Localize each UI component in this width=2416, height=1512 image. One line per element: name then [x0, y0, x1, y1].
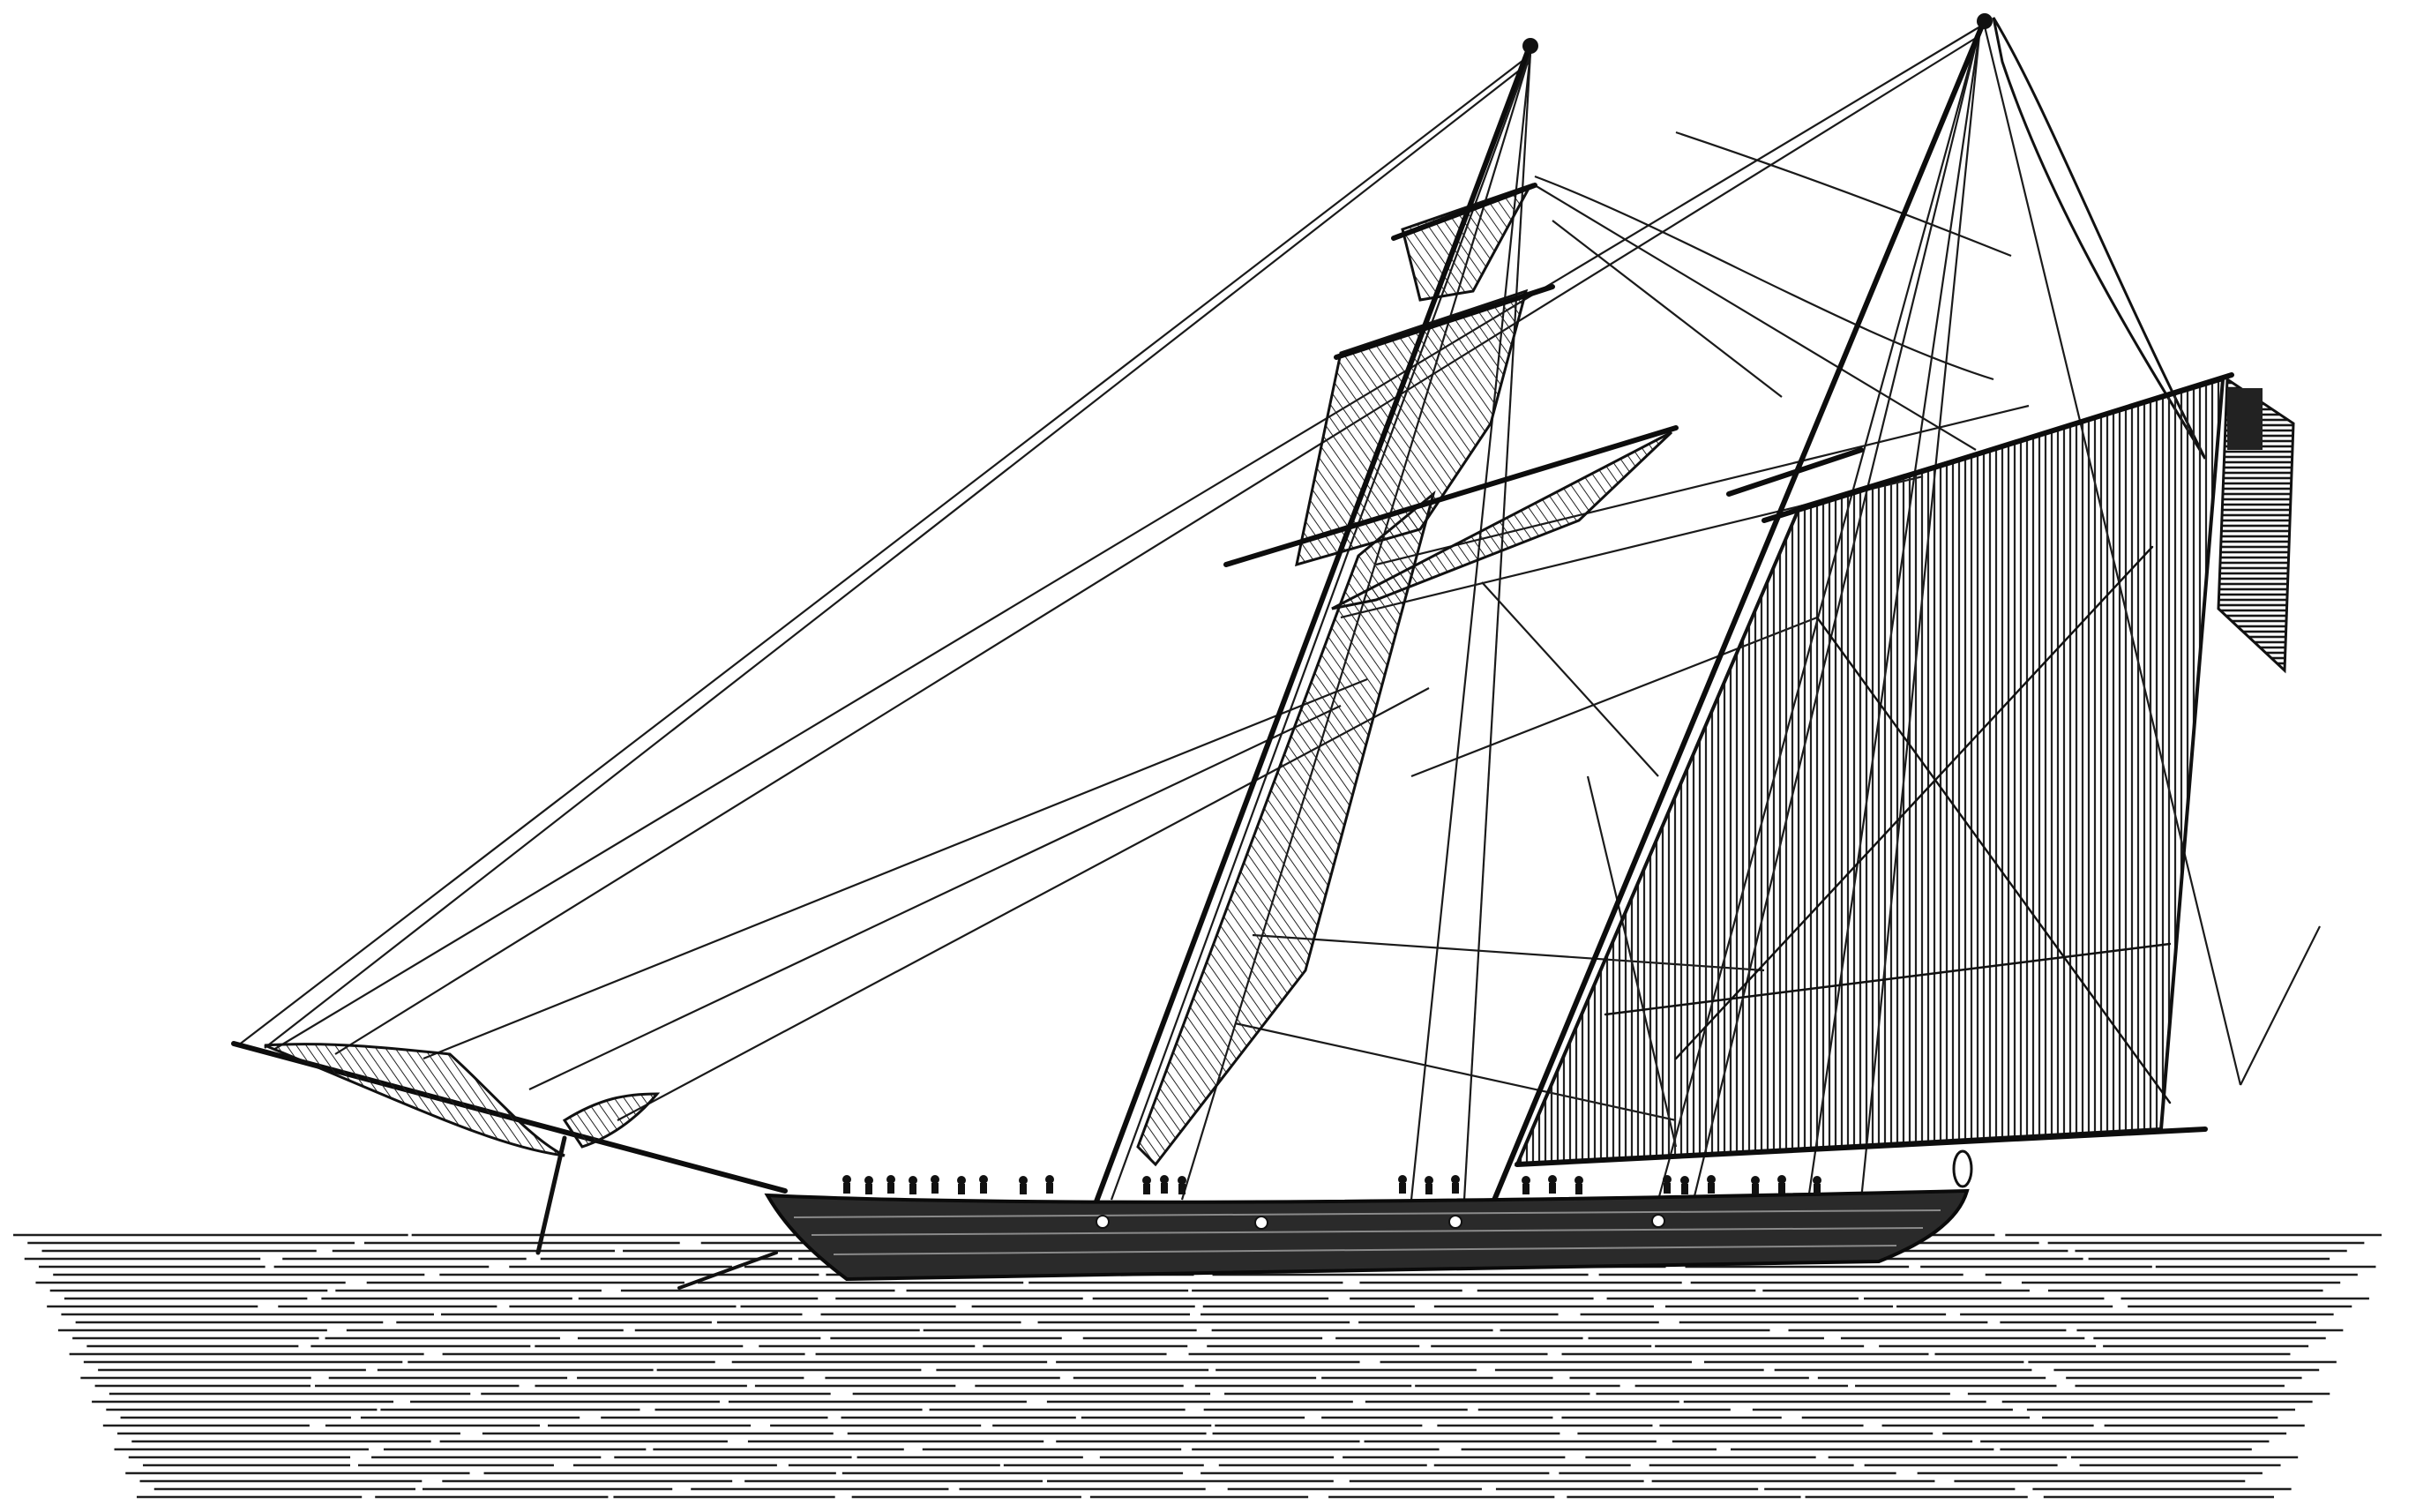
crew-figure: [1751, 1176, 1760, 1185]
jib: [565, 1094, 657, 1147]
crew-figure: [1522, 1184, 1530, 1194]
crew-figure: [1143, 1184, 1150, 1194]
crew-figure: [1708, 1183, 1715, 1194]
crew-figure: [1522, 1176, 1530, 1185]
crew-figure: [1142, 1176, 1151, 1185]
crew-figure: [1707, 1175, 1716, 1184]
crew-figure: [1549, 1183, 1556, 1194]
crew-figure: [887, 1183, 894, 1194]
crew-figure: [1680, 1176, 1689, 1185]
crew-figure: [1045, 1175, 1054, 1184]
crew-figure: [1778, 1183, 1785, 1194]
crew-figure: [958, 1184, 965, 1194]
crew-figure: [1161, 1183, 1168, 1194]
crew-figure: [842, 1175, 851, 1184]
crew-figure: [1398, 1175, 1407, 1184]
crew-figure: [1020, 1184, 1027, 1194]
crew-figure: [1178, 1176, 1186, 1185]
crew-figure: [1752, 1184, 1759, 1194]
crew-figure: [865, 1184, 872, 1194]
crew-figure: [1548, 1175, 1557, 1184]
crew-figure: [1814, 1184, 1821, 1194]
crew-figure: [1663, 1175, 1672, 1184]
crew-figure: [1575, 1184, 1582, 1194]
mainmast-truck: [1977, 13, 1993, 29]
crew-figure: [931, 1175, 939, 1184]
crew-figure: [1178, 1184, 1186, 1194]
crew-figure: [1160, 1175, 1169, 1184]
crew-figure: [1046, 1183, 1053, 1194]
foremast-truck: [1522, 38, 1538, 54]
crew-figure: [1399, 1183, 1406, 1194]
boom-ring: [1954, 1151, 1971, 1186]
crew-figure: [864, 1176, 873, 1185]
crew-figure: [1681, 1184, 1688, 1194]
crew-figure: [1451, 1175, 1460, 1184]
crew: [842, 1175, 1821, 1194]
crew-figure: [931, 1183, 939, 1194]
crew-figure: [1425, 1176, 1433, 1185]
crew-figure: [957, 1176, 966, 1185]
crew-figure: [1019, 1176, 1028, 1185]
crew-figure: [1425, 1184, 1432, 1194]
crew-figure: [1813, 1176, 1821, 1185]
foremast: [1094, 44, 1530, 1209]
crew-figure: [979, 1175, 988, 1184]
mainsail: [1517, 379, 2223, 1164]
crew-figure: [1452, 1183, 1459, 1194]
flag: [2218, 379, 2293, 670]
crew-figure: [886, 1175, 895, 1184]
crew-figure: [843, 1183, 850, 1194]
crew-figure: [980, 1183, 987, 1194]
crew-figure: [1664, 1183, 1671, 1194]
crew-figure: [1777, 1175, 1786, 1184]
crew-figure: [1575, 1176, 1583, 1185]
flying-jib: [265, 1044, 565, 1156]
crew-figure: [909, 1176, 917, 1185]
crew-figure: [909, 1184, 916, 1194]
